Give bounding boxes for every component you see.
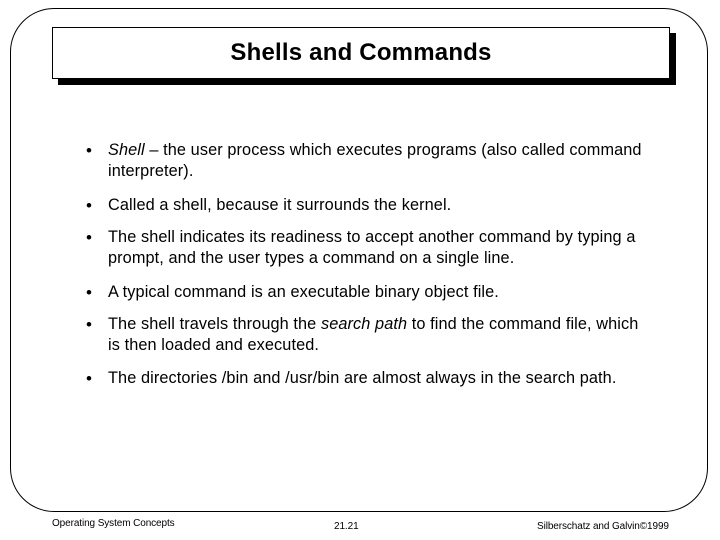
footer-copyright: Silberschatz and Galvin©1999	[537, 521, 669, 532]
bullet-icon: •	[86, 196, 92, 215]
page-title: Shells and Commands	[230, 39, 492, 66]
bullet-text	[108, 314, 646, 356]
footer-course-title: Operating System Concepts	[52, 518, 175, 529]
bullet-text-segment: A typical command is an executable binary object file.	[108, 283, 499, 301]
bullet-item	[86, 314, 646, 356]
bullet-icon: •	[86, 228, 92, 247]
bullet-text-segment: to find the command file, which is then loaded and executed.	[108, 315, 639, 354]
bullet-item	[86, 140, 646, 182]
bullet-text	[108, 140, 646, 182]
footer-page-number: 21.21	[334, 521, 359, 532]
bullet-item	[86, 227, 646, 269]
bullet-item	[86, 195, 646, 216]
bullet-text-italic: search path	[320, 315, 408, 333]
bullet-text	[108, 282, 499, 303]
bullet-icon: •	[86, 141, 92, 160]
bullet-icon: •	[86, 315, 92, 334]
bullet-item	[86, 282, 646, 303]
bullet-icon: •	[86, 283, 92, 302]
bullet-text-segment: The shell indicates its readiness to accept another command by typing a prompt, and the user types a command on a single line.	[108, 228, 636, 267]
bullet-text	[108, 368, 616, 389]
bullet-text	[108, 195, 451, 216]
bullet-icon: •	[86, 369, 92, 388]
bullet-text-segment: The directories /bin and /usr/bin are almost always in the search path.	[108, 369, 617, 387]
bullet-item	[86, 368, 646, 389]
bullet-text-segment: The shell travels through the	[108, 315, 321, 333]
bullet-text-segment: Called a shell, because it surrounds the kernel.	[108, 196, 452, 214]
bullet-text	[108, 227, 646, 269]
bullet-text-italic: Shell	[108, 141, 145, 159]
title-box	[52, 27, 670, 79]
bullet-text-segment: – the user process which executes programs (also called command interpreter).	[108, 141, 642, 180]
